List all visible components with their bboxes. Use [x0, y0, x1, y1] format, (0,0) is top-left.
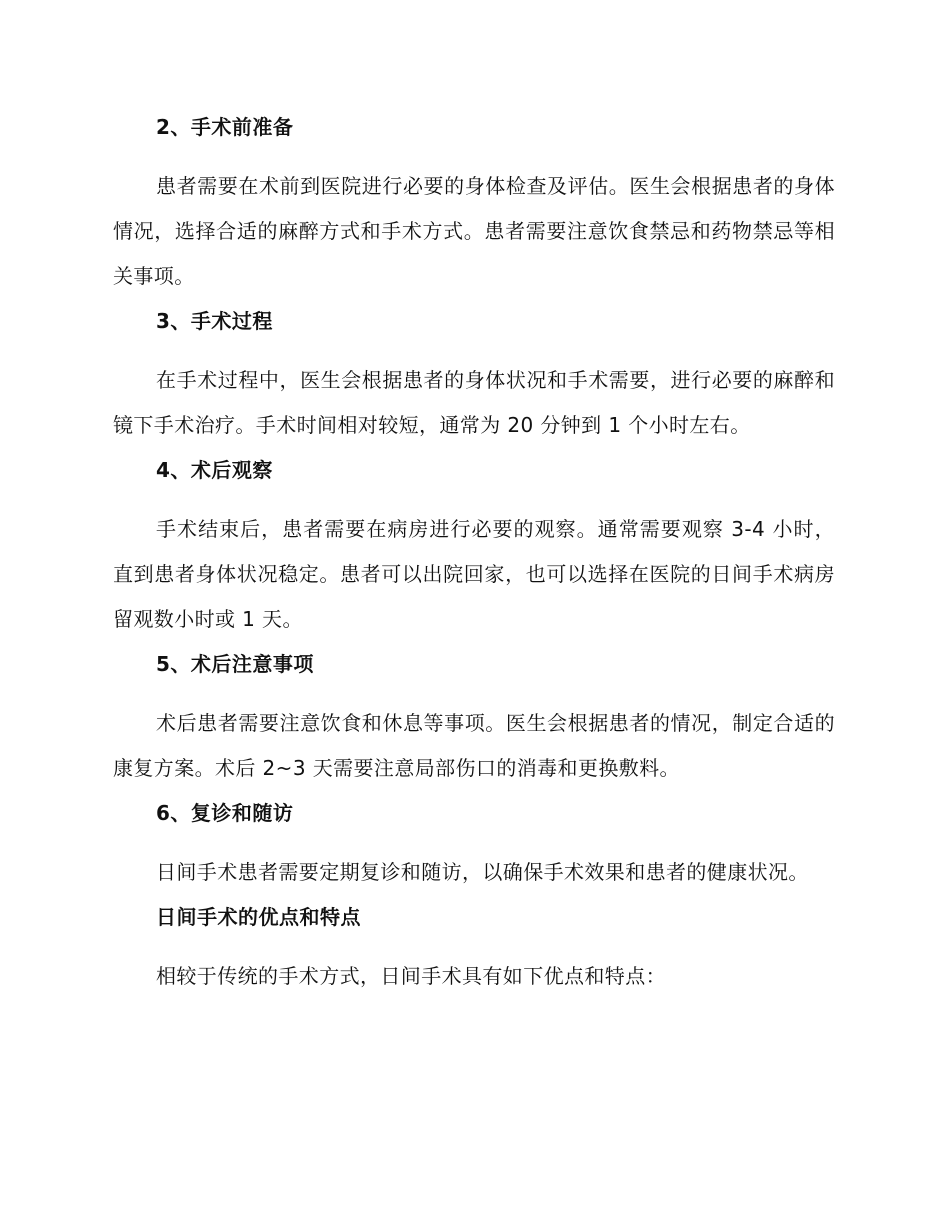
section-paragraph: 日间手术患者需要定期复诊和随访，以确保手术效果和患者的健康状况。: [156, 860, 809, 884]
section-paragraph: 患者需要在术前到医院进行必要的身体检查及评估。医生会根据患者的身体情况，选择合适的麻醉方式和手术方式。患者需要注意饮食禁忌和药物禁忌等相关事项。: [113, 174, 835, 288]
section-heading: 2、手术前准备: [156, 115, 294, 139]
section-heading: 4、术后观察: [156, 458, 273, 482]
section-heading: 5、术后注意事项: [156, 652, 314, 676]
section-paragraph: 在手术过程中，医生会根据患者的身体状况和手术需要，进行必要的麻醉和镜下手术治疗。手术时间相对较短，通常为 20 分钟到 1 个小时左右。: [113, 368, 835, 437]
section-heading: 日间手术的优点和特点: [156, 905, 361, 929]
section-paragraph: 手术结束后，患者需要在病房进行必要的观察。通常需要观察 3-4 小时，直到患者身体状况稳定。患者可以出院回家，也可以选择在医院的日间手术病房留观数小时或 1 天。: [113, 517, 835, 631]
section-post-op-precautions: [113, 649, 835, 791]
section-pre-op-preparation: [113, 112, 835, 299]
section-heading: 3、手术过程: [156, 309, 273, 333]
section-advantages: [113, 902, 835, 999]
section-paragraph: 术后患者需要注意饮食和休息等事项。医生会根据患者的情况，制定合适的康复方案。术后 2~3 天需要注意局部伤口的消毒和更换敷料。: [113, 711, 835, 780]
section-surgery-process: [113, 306, 835, 448]
section-heading: 6、复诊和随访: [156, 801, 294, 825]
section-follow-up: [113, 798, 835, 895]
section-post-op-observation: [113, 455, 835, 642]
document-body: [113, 112, 835, 1006]
section-paragraph: 相较于传统的手术方式，日间手术具有如下优点和特点：: [156, 964, 666, 988]
